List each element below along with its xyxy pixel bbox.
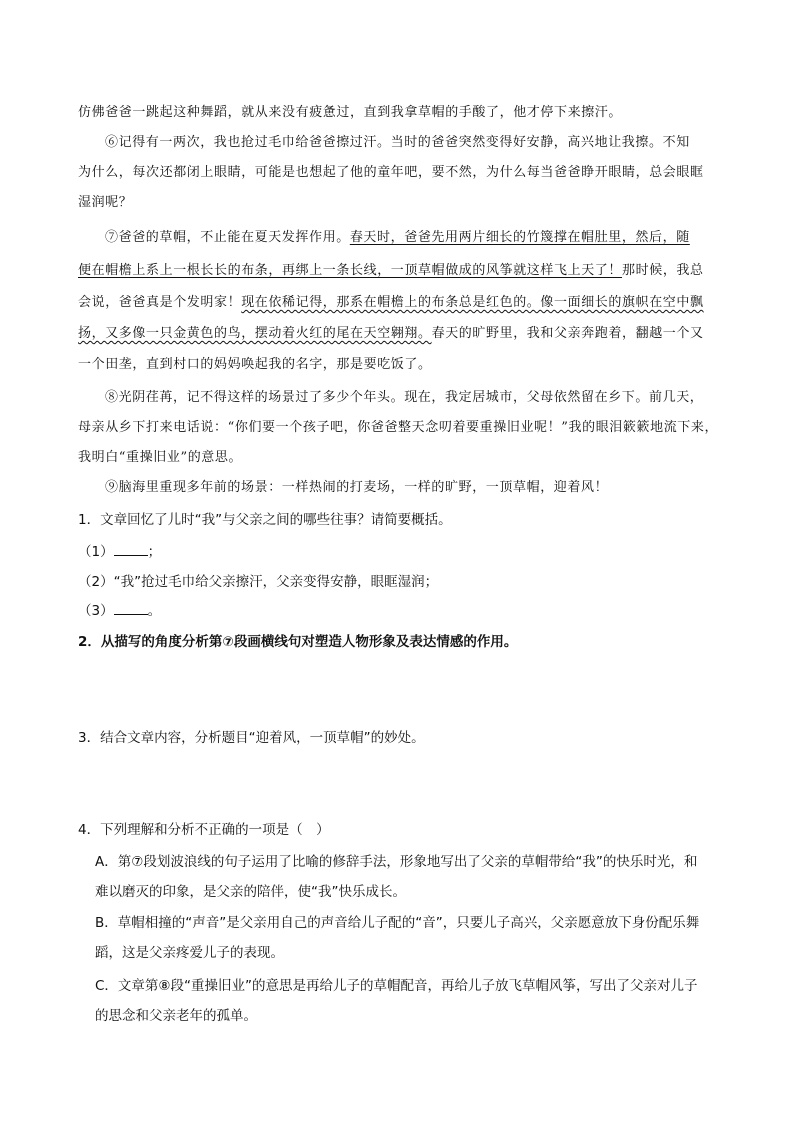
question-3: 3．结合文章内容，分析题目“迎着风，一顶草帽”的妙处。 [78, 730, 425, 746]
passage-paragraph-8-line: ⑧光阴荏苒，记不得这样的场景过了多少个年头。现在，我定居城市，父母依然留在乡下。前几天， [105, 390, 704, 405]
wavy-underlined-sentence: 现在依稀记得，那系在帽檐上的布条总是红色的。像一面细长的旗帜在空中飘 [241, 295, 704, 310]
passage-paragraph-6-line: 湿润呢？ [78, 195, 133, 210]
passage-text: 春天的旷野里，我和父亲奔跑着，翻越一个又 [431, 326, 704, 341]
answer-blank[interactable] [114, 542, 148, 556]
question-4-option-a: A．第⑦段划波浪线的句子运用了比喻的修辞手法，形象地写出了父亲的草帽带给“我”的快乐时光，和 [95, 854, 698, 870]
answer-punctuation: ； [147, 544, 162, 560]
question-1: 1．文章回忆了儿时“我”与父亲之间的哪些往事？请简要概括。 [78, 512, 452, 528]
passage-paragraph-7-line [78, 325, 704, 343]
passage-text: 那时候，我总 [622, 263, 704, 278]
passage-paragraph-6-line: 为什么，每次还都闭上眼睛，可能是也想起了他的童年吧，要不然，为什么每当爸爸睁开眼睛，总会眼眶 [78, 165, 704, 180]
passage-paragraph-8-line: 我明白“重操旧业”的意思。 [78, 450, 243, 465]
answer-number: （3） [78, 603, 114, 619]
answer-number: （1） [78, 544, 114, 560]
answer-punctuation: 。 [147, 603, 162, 619]
passage-paragraph-7-line [78, 294, 704, 312]
question-4-option-c-cont: 的思念和父亲老年的孤单。 [95, 1008, 257, 1024]
question-2: 2．从描写的角度分析第⑦段画横线句对塑造人物形象及表达情感的作用。 [78, 634, 518, 650]
question-4-option-b: B．草帽相撞的“声音”是父亲用自己的声音给儿子配的“音”，只要儿子高兴，父亲愿意放下身份配乐舞 [95, 915, 700, 931]
question-4-option-a-cont: 难以磨灭的印象，是父亲的陪伴，使“我”快乐成长。 [95, 884, 406, 900]
passage-paragraph-8-line: 母亲从乡下打来电话说：“你们要一个孩子吧，你爸爸整天念叨着要重操旧业呢！”我的眼泪簌簌地流下来， [78, 420, 719, 435]
passage-paragraph-7-line [78, 262, 704, 280]
passage-text: ⑦爸爸的草帽，不止能在夏天发挥作用。 [105, 230, 350, 245]
wavy-underlined-sentence: 扬，又多像一只金黄色的鸟，摆动着火红的尾在天空翱翔。 [78, 326, 432, 341]
passage-paragraph-7-line: 一个田垄，直到村口的妈妈唤起我的名字，那是要吃饭了。 [78, 357, 432, 372]
question-4: 4．下列理解和分析不正确的一项是（ ） [78, 822, 330, 838]
question-1-answer-1 [78, 542, 161, 562]
question-4-option-b-cont: 蹈，这是父亲疼爱儿子的表现。 [95, 945, 284, 961]
passage-line: 仿佛爸爸一跳起这种舞蹈，就从来没有疲惫过，直到我拿草帽的手酸了，他才停下来擦汗。 [78, 105, 623, 120]
question-1-answer-2: （2）“我”抢过毛巾给父亲擦汗，父亲变得安静，眼眶湿润； [78, 574, 439, 590]
underlined-sentence: 春天时，爸爸先用两片细长的竹篾撑在帽肚里，然后，随 [349, 230, 690, 245]
underlined-sentence: 便在帽檐上系上一根长长的布条，再绑上一条长线，一顶草帽做成的风筝就这样飞上天了！ [78, 263, 623, 278]
answer-blank[interactable] [114, 601, 148, 615]
question-4-option-c: C．文章第⑧段“重操旧业”的意思是再给儿子的草帽配音，再给儿子放飞草帽风筝，写出了父亲对儿子 [95, 978, 698, 994]
passage-paragraph-9-line: ⑨脑海里重现多年前的场景：一样热闹的打麦场，一样的旷野，一顶草帽，迎着风！ [105, 480, 609, 495]
passage-paragraph-7-line [105, 229, 690, 247]
passage-paragraph-6-line: ⑥记得有一两次，我也抢过毛巾给爸爸擦过汗。当时的爸爸突然变得好安静，高兴地让我擦。不知 [105, 135, 690, 150]
question-1-answer-3 [78, 601, 161, 621]
passage-text: 会说，爸爸真是个发明家！ [78, 295, 242, 310]
